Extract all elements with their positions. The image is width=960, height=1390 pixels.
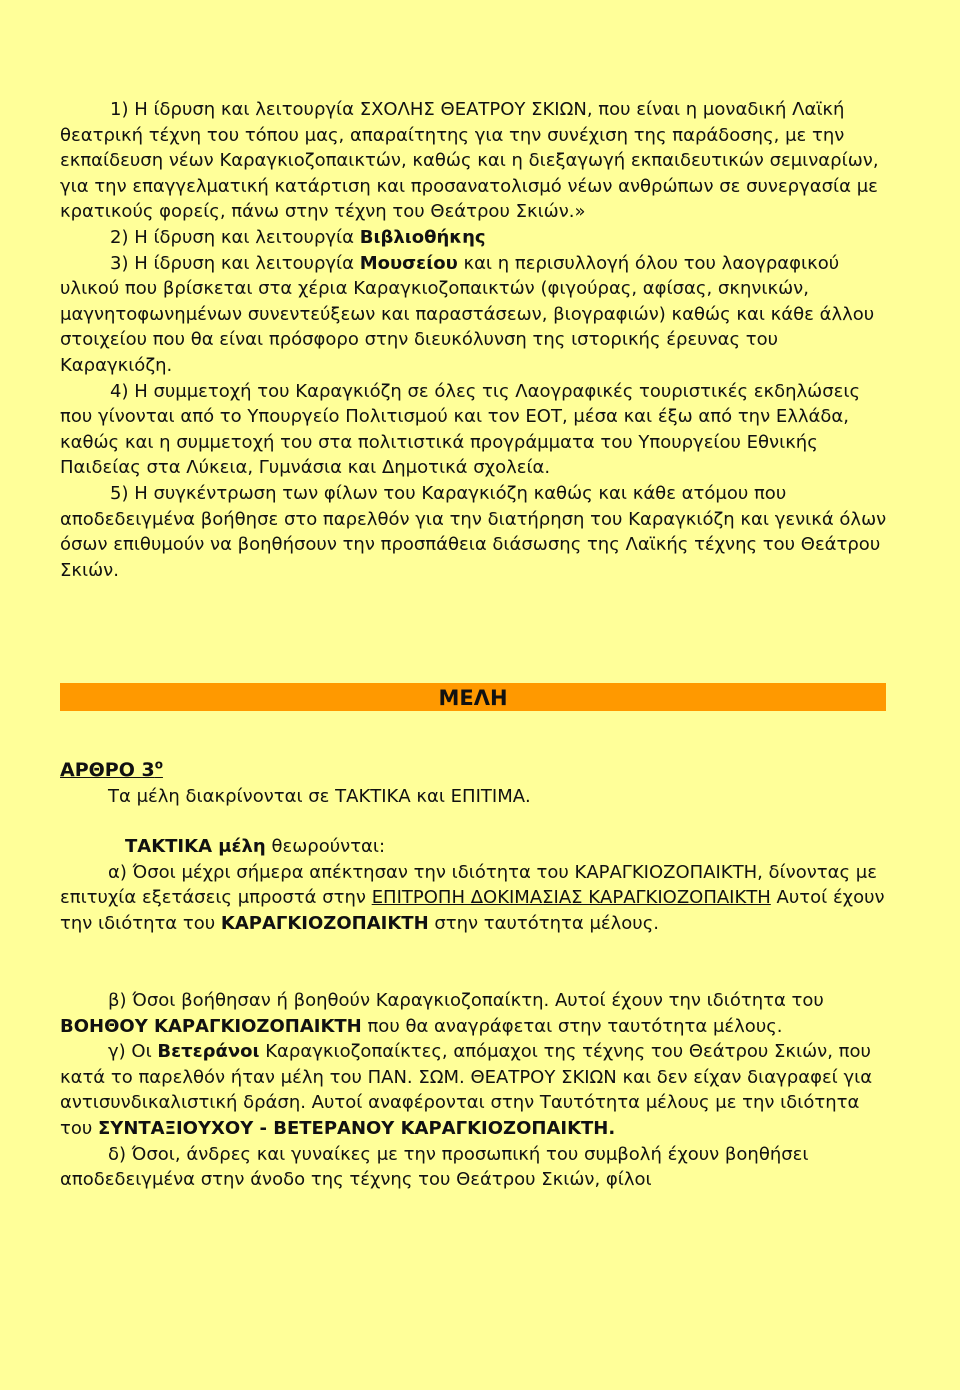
taktika-item-a	[60, 860, 890, 937]
goal-4-text: 4) Η συμμετοχή του Καραγκιόζη σε όλες τις Λαογραφικές τουριστικές εκδηλώσεις που γίνονται από το Υπουργείο Πολιτισμού και τον ΕΟΤ, μέσα και έξω από την Ελλάδα, καθώς και η συμμετοχή του στα πολιτιστικά προγράμματα του Υπουργείου Εθνικής Παιδείας στα Λύκεια, Γυμνάσια και Δημοτικά σχολεία.	[60, 380, 861, 479]
item-a-mid: Αυτοί έχουν την ιδιότητα του	[60, 887, 885, 934]
goal-paragraph-1	[60, 97, 890, 225]
article-lead: Τα μέλη διακρίνονται σε ΤΑΚΤΙΚΑ και ΕΠΙΤΙΜΑ.	[108, 785, 531, 807]
goals-section	[60, 97, 890, 583]
article-title-text: ΑΡΘΡΟ 3	[60, 759, 155, 781]
item-c-mid: Καραγκιοζοπαίκτες, απόμαχοι της τέχνης του Θεάτρου Σκιών, που κατά το παρελθόν ήταν μέλη του ΠΑΝ. ΣΩΜ. ΘΕΑΤΡΟΥ ΣΚΙΩΝ και δεν είχαν διαγραφεί για αντισυνδικαλιστική δράση. Αυτοί αναφέρονται στην Ταυτότητα μέλους με την ιδιότητα του	[60, 1041, 873, 1139]
taktika-item-d	[60, 1142, 890, 1193]
item-b-text: β) Όσοι βοήθησαν ή βοηθούν Καραγκιοζοπαίκτη. Αυτοί έχουν την ιδιότητα του	[108, 990, 824, 1011]
taktika-continued	[60, 988, 890, 1193]
goal-paragraph-2	[60, 225, 890, 251]
goal-2-text: 2) Η ίδρυση και λειτουργία	[110, 226, 360, 248]
article-3	[60, 758, 890, 809]
taktika-item-c	[60, 1039, 890, 1141]
taktika-section	[60, 834, 890, 936]
item-a-post: στην ταυτότητα μέλους.	[428, 912, 659, 934]
item-c-bold: Βετεράνοι	[157, 1041, 260, 1063]
item-c-bold2: ΣΥΝΤΑΞΙΟΥΧΟΥ - ΒΕΤΕΡΑΝΟΥ ΚΑΡΑΓΚΙΟΖΟΠΑΙΚΤΗ.	[98, 1117, 616, 1139]
goal-3-text: 3) Η ίδρυση και λειτουργία	[110, 252, 360, 274]
taktika-heading-bold: ΤΑΚΤΙΚΑ μέλη	[125, 836, 266, 857]
goal-paragraph-4	[60, 379, 890, 481]
article-title	[60, 758, 890, 784]
item-a-underline: ΕΠΙΤΡΟΠΗ ΔΟΚΙΜΑΣΙΑΣ ΚΑΡΑΓΚΙΟΖΟΠΑΙΚΤΗ	[371, 887, 771, 909]
item-d-text: δ) Όσοι, άνδρες και γυναίκες με την προσωπική του συμβολή έχουν βοηθήσει αποδεδειγμένα στην άνοδο της τέχνης του Θεάτρου Σκιών, φίλοι	[60, 1143, 809, 1191]
item-a-text: α) Όσοι μέχρι σήμερα απέκτησαν την ιδιότητα του ΚΑΡΑΓΚΙΟΖΟΠΑΙΚΤΗ, δίνοντας με επιτυχία εξετάσεις μπροστά στην	[60, 861, 877, 909]
taktika-heading	[60, 834, 890, 860]
item-b-bold: ΒΟΗΘΟΥ ΚΑΡΑΓΚΙΟΖΟΠΑΙΚΤΗ	[60, 1015, 362, 1037]
goal-paragraph-3	[60, 251, 890, 379]
goal-3-bold: Μουσείου	[359, 252, 458, 274]
goal-5-text: 5) Η συγκέντρωση των φίλων του Καραγκιόζη καθώς και κάθε ατόμου που αποδεδειγμένα βοήθησε στο παρελθόν για την διατήρηση του Καραγκιόζη και γενικά όλων όσων επιθυμούν να βοηθήσουν την προσπάθεια διάσωσης της Λαϊκής τέχνης του Θεάτρου Σκιών.	[60, 482, 887, 581]
item-b-post: που θα αναγράφεται στην ταυτότητα μέλους.	[361, 1015, 783, 1037]
goal-paragraph-5	[60, 481, 890, 583]
taktika-heading-rest: θεωρούνται:	[265, 836, 386, 857]
article-title-sup: ο	[154, 757, 163, 772]
goal-3-rest: και η περισυλλογή όλου του λαογραφικού υλικού που βρίσκεται στα χέρια Καραγκιοζοπαικτών (φιγούρας, αφίσας, σκηνικών, μαγνητοφωνημένων συνεντεύξεων και παραστάσεων, βιογραφιών) καθώς και κάθε άλλου στοιχείου που θα είναι πρόσφορο στην διευκόλυνση της ιστορικής έρευνας του Καραγκιόζη.	[60, 252, 875, 376]
item-a-bold: ΚΑΡΑΓΚΙΟΖΟΠΑΙΚΤΗ	[220, 912, 429, 934]
item-c-text: γ) Οι	[108, 1041, 158, 1063]
section-title-members: ΜΕΛΗ	[60, 683, 886, 711]
goal-2-bold: Βιβλιοθήκης	[359, 226, 486, 248]
taktika-item-b	[60, 988, 890, 1039]
goal-1-text: 1) Η ίδρυση και λειτουργία ΣΧΟΛΗΣ ΘΕΑΤΡΟΥ ΣΚΙΩΝ, που είναι η μοναδική Λαϊκή θεατρική τέχνη του τόπου μας, απαραίτητης για την συνέχιση της παράδοσης, με την εκπαίδευση νέων Καραγκιοζοπαικτών, καθώς και η διεξαγωγή εκπαιδευτικών σεμιναρίων, για την επαγγελματική κατάρτιση και προσανατολισμό νέων ανθρώπων σε συνεργασία με κρατικούς φορείς, πάνω στην τέχνη του Θεάτρου Σκιών.»	[60, 99, 879, 223]
